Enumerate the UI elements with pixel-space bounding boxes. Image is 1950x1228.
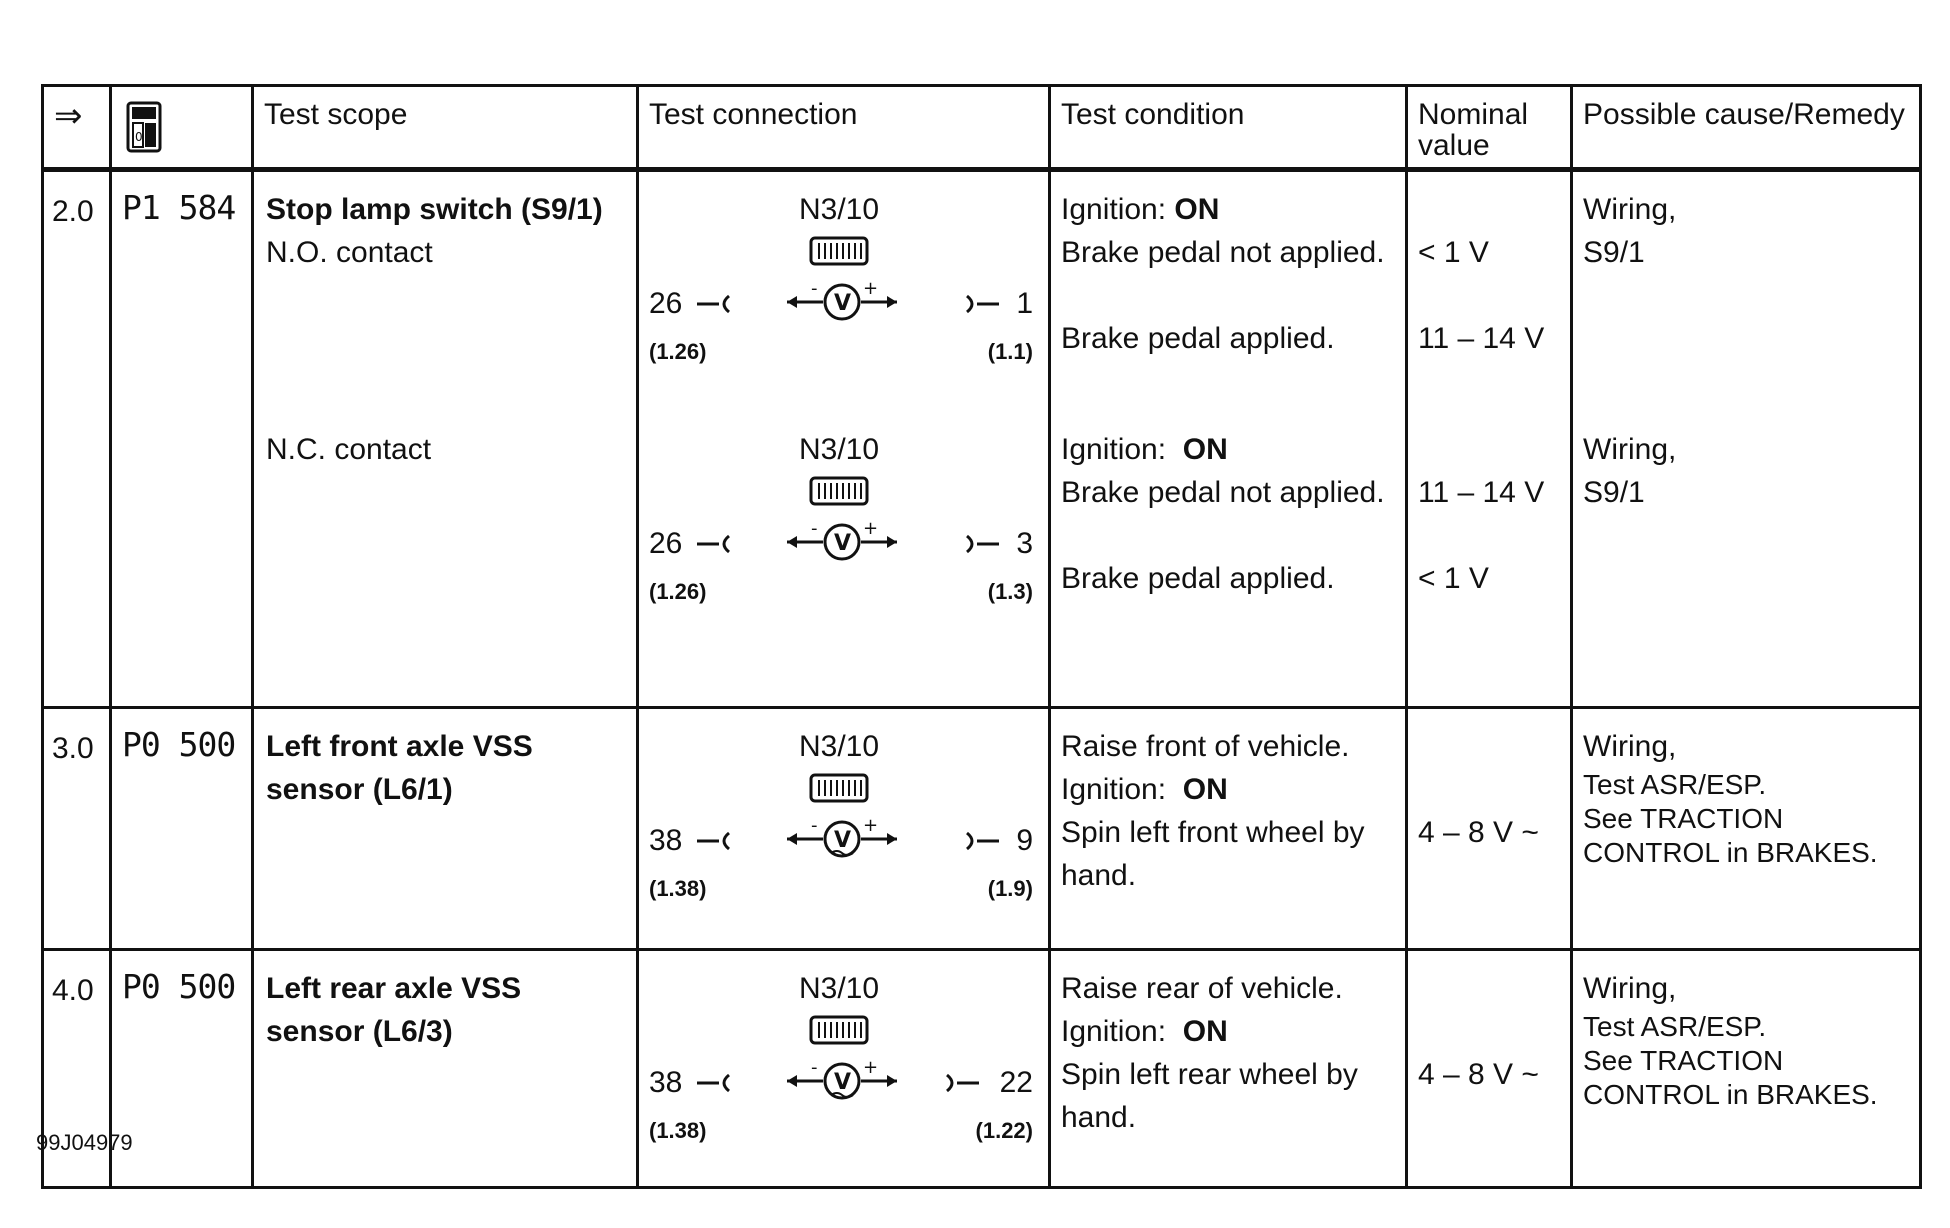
header-test-condition: Test condition <box>1050 86 1407 170</box>
svg-text:V: V <box>834 531 852 556</box>
scope-title: sensor (L6/3) <box>266 1015 453 1048</box>
voltmeter-icon <box>787 520 897 564</box>
condition-text: Raise rear of vehicle. <box>1061 972 1343 1005</box>
svg-text:-: - <box>811 280 818 299</box>
condition-text: Ignition: <box>1061 193 1175 226</box>
remedy-text: Wiring, <box>1583 433 1677 466</box>
scope-title: Left rear axle VSS <box>266 972 522 1005</box>
tester-icon <box>126 101 162 153</box>
condition-text: Raise front of vehicle. <box>1061 730 1350 763</box>
nominal-value: 11 – 14 V <box>1418 476 1545 509</box>
remedy-text: Wiring, <box>1583 193 1677 226</box>
probe-right-icon <box>965 294 999 314</box>
pin-right: 1 <box>1016 287 1033 320</box>
remedy-text: CONTROL in BRAKES. <box>1583 1079 1878 1110</box>
pin-right-ref: (1.3) <box>987 579 1033 604</box>
pin-right: 22 <box>999 1066 1033 1099</box>
scope-title: sensor (L6/1) <box>266 773 453 806</box>
nominal-block <box>1408 709 1570 854</box>
scope-text: N.O. contact <box>266 236 433 269</box>
remedy-block <box>1573 951 1919 1112</box>
dtc-code: P0 500 <box>122 967 236 1006</box>
pin-right: 3 <box>1016 527 1033 560</box>
connector-icon <box>809 476 869 508</box>
scope-title: Left front axle VSS <box>266 730 533 763</box>
condition-block <box>1051 172 1405 428</box>
condition-text: Ignition: <box>1061 1015 1183 1048</box>
pin-left: 38 <box>649 1066 683 1099</box>
step-number: 4.0 <box>52 974 94 1007</box>
remedy-block <box>1573 172 1919 428</box>
connection-block <box>639 428 1048 663</box>
voltmeter-icon <box>787 817 897 861</box>
svg-text:V: V <box>834 828 852 853</box>
connector-icon <box>809 1015 869 1047</box>
condition-text: hand. <box>1061 1101 1137 1134</box>
svg-text:V: V <box>834 291 852 316</box>
step-number: 3.0 <box>52 732 94 765</box>
scope-text: N.C. contact <box>266 433 432 466</box>
connection-block <box>639 709 1048 915</box>
connector-label: N3/10 <box>798 730 880 763</box>
remedy-text: See TRACTION <box>1583 1045 1784 1076</box>
condition-block <box>1051 951 1405 1139</box>
dtc-code: P1 584 <box>122 188 236 227</box>
svg-text:-: - <box>811 1059 818 1078</box>
scope-block <box>254 428 636 663</box>
nominal-value: < 1 V <box>1418 236 1489 269</box>
condition-text: Spin left front wheel by <box>1061 816 1365 849</box>
nominal-value: < 1 V <box>1418 562 1489 595</box>
connection-diagram <box>639 428 1039 618</box>
arrow-icon: ⇒ <box>54 97 83 135</box>
connector-label: N3/10 <box>798 972 880 1005</box>
header-test-connection: Test connection <box>638 86 1050 170</box>
connector-label: N3/10 <box>798 433 880 466</box>
pin-right-ref: (1.9) <box>987 876 1033 901</box>
header-row <box>43 86 1921 170</box>
header-nominal-value: Nominal value <box>1407 86 1572 170</box>
connection-diagram <box>639 188 1039 378</box>
condition-text: Brake pedal not applied. <box>1061 236 1385 269</box>
header-remedy: Possible cause/Remedy <box>1572 86 1921 170</box>
scope-block <box>254 709 636 811</box>
probe-right-icon <box>965 831 999 851</box>
header-tester <box>111 86 253 170</box>
condition-block <box>1051 428 1405 663</box>
remedy-block <box>1573 709 1919 870</box>
nominal-block <box>1408 951 1570 1096</box>
remedy-text: Test ASR/ESP. <box>1583 1011 1767 1042</box>
table-row <box>43 170 1921 708</box>
probe-left-icon <box>697 1073 731 1093</box>
header-test-scope: Test scope <box>253 86 638 170</box>
connector-icon <box>809 773 869 805</box>
pin-left-ref: (1.38) <box>649 1118 707 1143</box>
header-arrow <box>43 86 111 170</box>
remedy-text: Wiring, <box>1583 972 1677 1005</box>
svg-text:+: + <box>863 280 879 299</box>
condition-state: ON <box>1174 193 1220 226</box>
table-row <box>43 708 1921 950</box>
connection-diagram <box>639 725 1039 915</box>
pin-left: 26 <box>649 527 683 560</box>
condition-text: Ignition: <box>1061 433 1183 466</box>
remedy-text: CONTROL in BRAKES. <box>1583 837 1878 868</box>
svg-text:0: 0 <box>135 130 143 144</box>
svg-text:-: - <box>811 520 818 539</box>
pin-left: 26 <box>649 287 683 320</box>
scope-title: Stop lamp switch (S9/1) <box>266 193 603 226</box>
remedy-text: S9/1 <box>1583 476 1645 509</box>
step-number: 2.0 <box>52 195 94 228</box>
condition-state: ON <box>1182 433 1228 466</box>
pin-right-ref: (1.1) <box>987 339 1033 364</box>
nominal-value: 11 – 14 V <box>1418 322 1545 355</box>
figure-reference: 99J04979 <box>36 1130 133 1155</box>
connector-icon <box>809 236 869 268</box>
probe-left-icon <box>697 294 731 314</box>
connector-label: N3/10 <box>798 193 880 226</box>
pin-right-ref: (1.22) <box>975 1118 1033 1143</box>
probe-left-icon <box>697 831 731 851</box>
condition-text: Ignition: <box>1061 773 1183 806</box>
nominal-block <box>1408 471 1570 706</box>
svg-text:+: + <box>863 1059 879 1078</box>
condition-text: Brake pedal not applied. <box>1061 476 1385 509</box>
diagnostic-test-table <box>41 84 1922 1189</box>
nominal-value: 4 – 8 V ~ <box>1418 1058 1539 1091</box>
scope-block <box>254 951 636 1053</box>
nominal-block <box>1408 172 1570 428</box>
condition-block <box>1051 709 1405 897</box>
connection-block <box>639 172 1048 428</box>
nominal-value: 4 – 8 V ~ <box>1418 816 1539 849</box>
scope-block <box>254 172 636 428</box>
remedy-text: Test ASR/ESP. <box>1583 769 1767 800</box>
pin-left-ref: (1.26) <box>649 579 707 604</box>
svg-text:+: + <box>863 520 879 539</box>
condition-text: Brake pedal applied. <box>1061 322 1335 355</box>
condition-text: Spin left rear wheel by <box>1061 1058 1358 1091</box>
connection-diagram <box>639 967 1039 1157</box>
condition-text: Brake pedal applied. <box>1061 562 1335 595</box>
remedy-text: S9/1 <box>1583 236 1645 269</box>
table-row <box>43 950 1921 1188</box>
dtc-code: P0 500 <box>122 725 236 764</box>
condition-state: ON <box>1182 1015 1228 1048</box>
condition-text: hand. <box>1061 859 1137 892</box>
svg-text:-: - <box>811 817 818 836</box>
svg-text:V: V <box>834 1070 852 1095</box>
remedy-text: Wiring, <box>1583 730 1677 763</box>
connection-block <box>639 951 1048 1157</box>
condition-state: ON <box>1182 773 1228 806</box>
probe-right-icon <box>965 534 999 554</box>
remedy-block <box>1573 428 1919 663</box>
pin-right: 9 <box>1016 824 1033 857</box>
remedy-text: See TRACTION <box>1583 803 1784 834</box>
pin-left-ref: (1.26) <box>649 339 707 364</box>
probe-left-icon <box>697 534 731 554</box>
svg-text:+: + <box>863 817 879 836</box>
voltmeter-icon <box>787 280 897 324</box>
probe-right-icon <box>945 1073 979 1093</box>
voltmeter-icon <box>787 1059 897 1103</box>
pin-left-ref: (1.38) <box>649 876 707 901</box>
pin-left: 38 <box>649 824 683 857</box>
